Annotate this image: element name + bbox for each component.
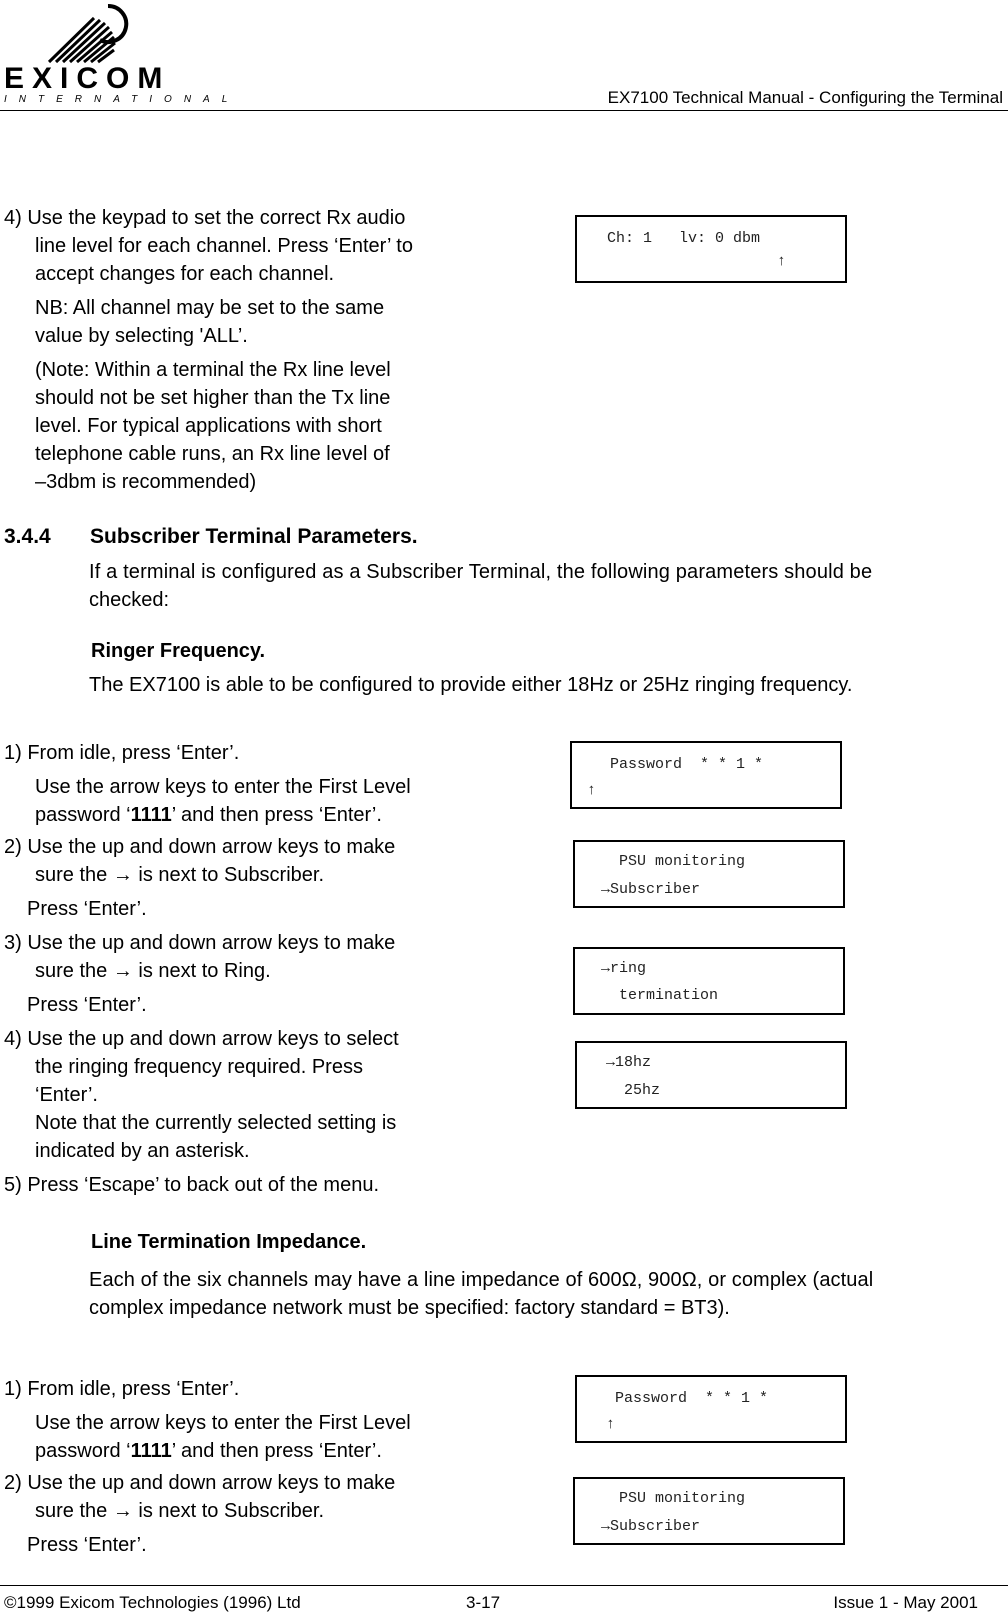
lcd-rx-level: Ch: 1 lv: 0 dbm ↑: [575, 215, 847, 283]
lcd-psu-subscriber-1: PSU monitoring →Subscriber: [573, 840, 845, 908]
footer-rule: [0, 1585, 1008, 1586]
logo-wordmark: EXICOM: [4, 62, 171, 95]
section-number: 3.4.4: [4, 525, 51, 548]
rx-step-text: 4) Use the keypad to set the correct Rx audio line level for each channel. Press ‘Enter’ to accept changes for each channel. NB: All channel may be set to the same value by selecting 'ALL’. (Note: Within a terminal the Rx line level should not be set higher than the Tx line level. For typical applications with short telephone cable runs, an Rx line level of –3dbm is recommended): [4, 207, 413, 493]
footer-page-number: 3-17: [466, 1593, 501, 1612]
page-header-title: EX7100 Technical Manual - Configuring the Terminal: [607, 88, 1003, 107]
termination-steps: 1) From idle, press ‘Enter’. Use the arrow keys to enter the First Level password ‘1111’ and then press ‘Enter’. 2) Use the up and down arrow keys to make sure the → is next to Subscriber. Press ‘Enter’.: [4, 1378, 411, 1556]
ringer-heading: Ringer Frequency.: [91, 640, 266, 662]
header-rule: [0, 110, 1008, 111]
ringer-description: The EX7100 is able to be configured to provide either 18Hz or 25Hz ringing frequency.: [89, 674, 853, 696]
logo: [4, 0, 240, 108]
ringer-steps: 1) From idle, press ‘Enter’. Use the arrow keys to enter the First Level password ‘1111’ and then press ‘Enter’. 2) Use the up and down arrow keys to make sure the → is next to Subscriber. Press ‘Enter’. 3) Use the up and down arrow keys to make sure the → is next to Ring. Press ‘Enter’. 4) Use the up and down arrow keys to select the ringing frequency required. Press ‘Enter’. Note that the currently selected setting is indicated by an asterisk. 5) Press ‘Escape’ to back out of the menu.: [4, 742, 411, 1196]
logo-subtitle: INTERNATIONAL: [4, 94, 240, 105]
footer-copyright: ©1999 Exicom Technologies (1996) Ltd: [4, 1593, 301, 1612]
termination-description: Each of the six channels may have a line impedance of 600Ω, 900Ω, or complex (actual complex impedance network must be specified: factory standard = BT3).: [89, 1269, 874, 1319]
lcd-password-1: Password * * 1 * ↑: [570, 741, 842, 809]
footer-issue: Issue 1 - May 2001: [833, 1593, 978, 1612]
lcd-psu-subscriber-2: PSU monitoring →Subscriber: [573, 1477, 845, 1545]
section-title: Subscriber Terminal Parameters.: [90, 525, 418, 548]
lcd-password-2: Password * * 1 * ↑: [575, 1375, 847, 1443]
logo-emblem-icon: [4, 0, 169, 70]
section-intro: If a terminal is configured as a Subscriber Terminal, the following parameters should be checked:: [89, 561, 873, 611]
lcd-ring-frequency: →18hz 25hz: [575, 1041, 847, 1109]
lcd-ring-termination: →ring termination: [573, 947, 845, 1015]
termination-heading: Line Termination Impedance.: [91, 1231, 367, 1253]
